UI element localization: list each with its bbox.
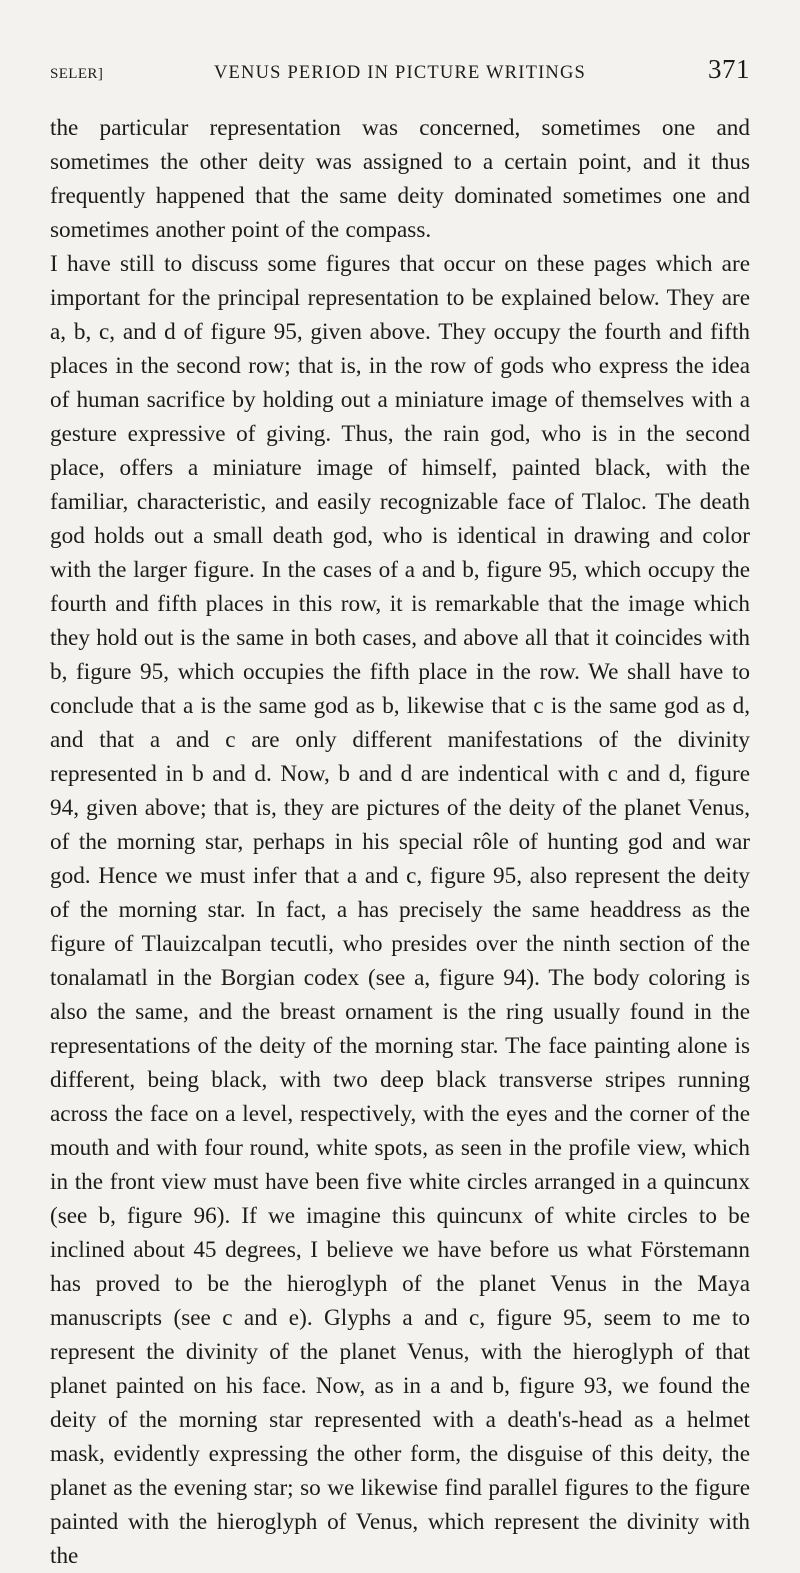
- body-text: [50, 111, 750, 1573]
- paragraph: the particular representation was concerned, sometimes one and sometimes the other deity was assigned to a certain point, and it thus frequently happened that the same deity dominated sometimes one and sometimes another point of the compass.: [50, 115, 750, 243]
- running-head-author: SELER]: [50, 66, 104, 82]
- page-number: 371: [708, 54, 750, 84]
- running-header: [50, 54, 750, 85]
- paragraph: I have still to discuss some figures that occur on these pages which are important for the principal representation to be explained below. They are a, b, c, and d of figure 95, given above. They occupy the fourth and fifth places in the second row; that is, in the row of gods who express the idea of human sacrifice by holding out a miniature image of themselves with a gesture expressive of giving. Thus, the rain god, who is in the second place, offers a miniature image of himself, painted black, with the familiar, characteristic, and easily recognizable face of Tlaloc. The death god holds out a small death god, who is identical in drawing and color with the larger figure. In the cases of a and b, figure 95, which occupy the fourth and fifth places in this row, it is remarkable that the image which they hold out is the same in both cases, and above all that it coincides with b, figure 95, which occupies the fifth place in the row. We shall have to conclude that a is the same god as b, likewise that c is the same god as d, and that a and c are only different manifestations of the divinity represented in b and d. Now, b and d are indentical with c and d, figure 94, given above; that is, they are pictures of the deity of the planet Venus, of the morning star, perhaps in his special rôle of hunting god and war god. Hence we must infer that a and c, figure 95, also represent the deity of the morning star. In fact, a has precisely the same headdress as the figure of Tlauizcalpan tecutli, who presides over the ninth section of the tonalamatl in the Borgian codex (see a, figure 94). The body coloring is also the same, and the breast ornament is the ring usually found in the representations of the deity of the morning star. The face painting alone is different, being black, with two deep black transverse stripes running across the face on a level, respectively, with the eyes and the corner of the mouth and with four round, white spots, as seen in the profile view, which in the front view must have been five white circles arranged in a quincunx (see b, figure 96). If we imagine this quincunx of white circles to be inclined about 45 degrees, I believe we have before us what Förstemann has proved to be the hieroglyph of the planet Venus in the Maya manuscripts (see c and e). Glyphs a and c, figure 95, seem to me to represent the divinity of the planet Venus, with the hieroglyph of that planet painted on his face. Now, as in a and b, figure 93, we found the deity of the morning star represented with a death's-head as a helmet mask, evidently expressing the other form, the disguise of this deity, the planet as the evening star; so we likewise find parallel figures to the figure painted with the hieroglyph of Venus, which represent the divinity with the: [50, 251, 750, 1569]
- running-head-title: VENUS PERIOD IN PICTURE WRITINGS: [213, 63, 587, 83]
